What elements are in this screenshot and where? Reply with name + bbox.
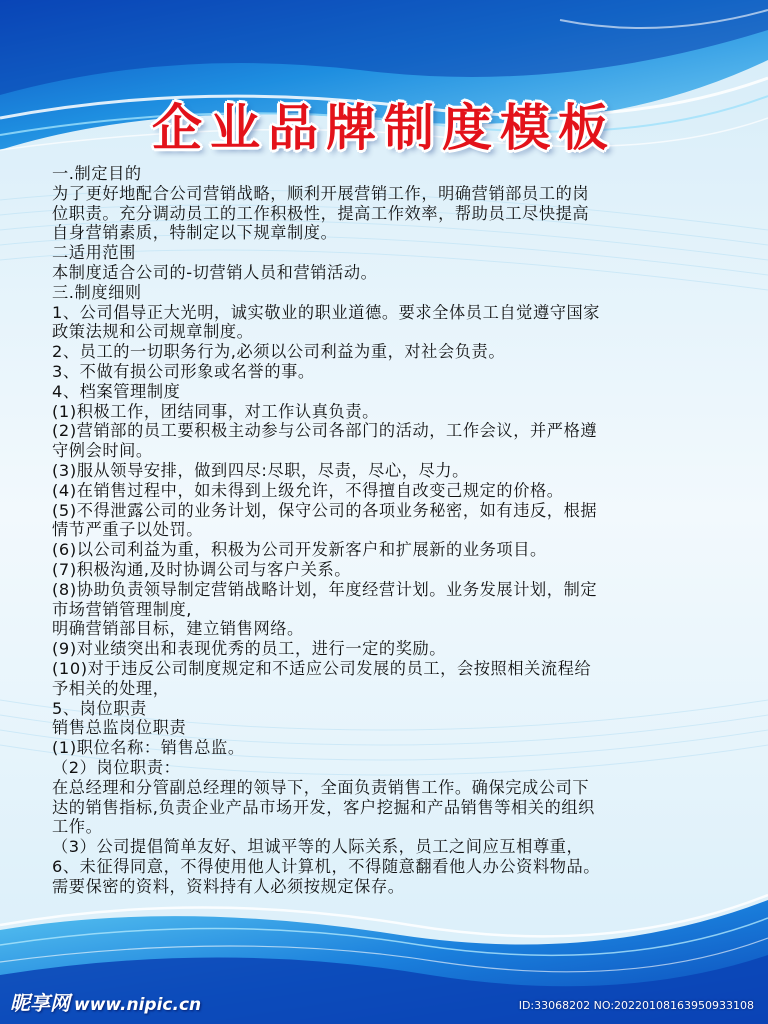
text-line: 5、岗位职责 bbox=[52, 698, 147, 718]
text-line: （3）公司提倡简单友好、坦诚平等的人际关系，员工之间应互相尊重， bbox=[52, 837, 584, 857]
text-line: (4)在销售过程中，如未得到上级允许，不得擅自改变己规定的价格。 bbox=[52, 480, 564, 500]
watermark-logo bbox=[10, 987, 201, 1016]
watermark-url: www.nipic.cn bbox=[74, 995, 202, 1015]
text-line: 予相关的处理， bbox=[52, 678, 170, 698]
section-heading-rules: 三.制度细则 bbox=[52, 282, 142, 302]
text-line: 位职责。充分调动员工的工作积极性，提高工作效率，帮助员工尽快提高 bbox=[52, 203, 590, 223]
text-line: (6)以公司利益为重，积极为公司开发新客户和扩展新的业务项目。 bbox=[52, 540, 547, 560]
section-heading-scope: 二适用范围 bbox=[52, 243, 136, 263]
text-line: 市场营销管理制度, bbox=[52, 599, 193, 619]
text-line: (10)对于违反公司制度规定和不适应公司发展的员工，会按照相关流程给 bbox=[52, 658, 592, 678]
text-line: 明确营销部目标，建立销售网络。 bbox=[52, 619, 304, 639]
text-line: (7)积极沟通,及时协调公司与客户关系。 bbox=[52, 559, 352, 579]
regulation-body bbox=[52, 164, 720, 896]
text-line: (9)对业绩突出和表现优秀的员工，进行一定的奖励。 bbox=[52, 639, 447, 659]
text-line: 自身营销素质，特制定以下规章制度。 bbox=[52, 223, 338, 243]
text-line: (5)不得泄露公司的业务计划，保守公司的各项业务秘密，如有违反，根据 bbox=[52, 500, 598, 520]
text-line: (3)服从领导安排，做到四尽:尽职，尽责，尽心，尽力。 bbox=[52, 460, 469, 480]
text-line: 需要保密的资料，资料持有人必须按规定保存。 bbox=[52, 876, 405, 896]
footer-watermark bbox=[0, 980, 768, 1024]
text-line: 工作。 bbox=[52, 817, 103, 837]
text-line: 达的销售指标,负责企业产品市场开发，客户挖掘和产品销售等相关的组织 bbox=[52, 797, 595, 817]
text-line: 守例会时间。 bbox=[52, 441, 153, 461]
text-line: 情节严重子以处罚。 bbox=[52, 520, 204, 540]
text-line: (2)营销部的员工要积极主动参与公司各部门的活动，工作会议，并严格遵 bbox=[52, 421, 598, 441]
text-line: 在总经理和分管副总经理的领导下，全面负责销售工作。确保完成公司下 bbox=[52, 777, 590, 797]
text-line: 6、未征得同意，不得使用他人计算机，不得随意翻看他人办公资料物品。 bbox=[52, 856, 601, 876]
watermark-brand: 昵享网 bbox=[10, 991, 70, 1015]
text-line: 本制度适合公司的-切营销人员和营销活动。 bbox=[52, 262, 378, 282]
text-line: 政策法规和公司规章制度。 bbox=[52, 322, 254, 342]
text-line: 2、员工的一切职务行为,必须以公司利益为重，对社会负责。 bbox=[52, 342, 506, 362]
text-line: (1)职位名称：销售总监。 bbox=[52, 738, 245, 758]
text-line: 为了更好地配合公司营销战略，顺利开展营销工作，明确营销部员工的岗 bbox=[52, 183, 590, 203]
text-line: 1、公司倡导正大光明，诚实敬业的职业道德。要求全体员工自觉遵守国家 bbox=[52, 302, 601, 322]
poster-title: 企业品牌制度模板 bbox=[152, 99, 616, 157]
text-line: 3、不做有损公司形象或名誉的事。 bbox=[52, 361, 315, 381]
text-line: 4、档案管理制度 bbox=[52, 381, 181, 401]
text-line: (1)积极工作，团结同事，对工作认真负责。 bbox=[52, 401, 379, 421]
section-heading-purpose: 一.制定目的 bbox=[52, 164, 142, 183]
text-line: (8)协助负责领导制定营销战略计划，年度经营计划。业务发展计划，制定 bbox=[52, 579, 598, 599]
text-line: 销售总监岗位职责 bbox=[52, 718, 187, 738]
text-line: （2）岗位职责： bbox=[52, 757, 181, 777]
watermark-id: ID:33068202 NO:20220108163950933108 bbox=[518, 999, 754, 1012]
